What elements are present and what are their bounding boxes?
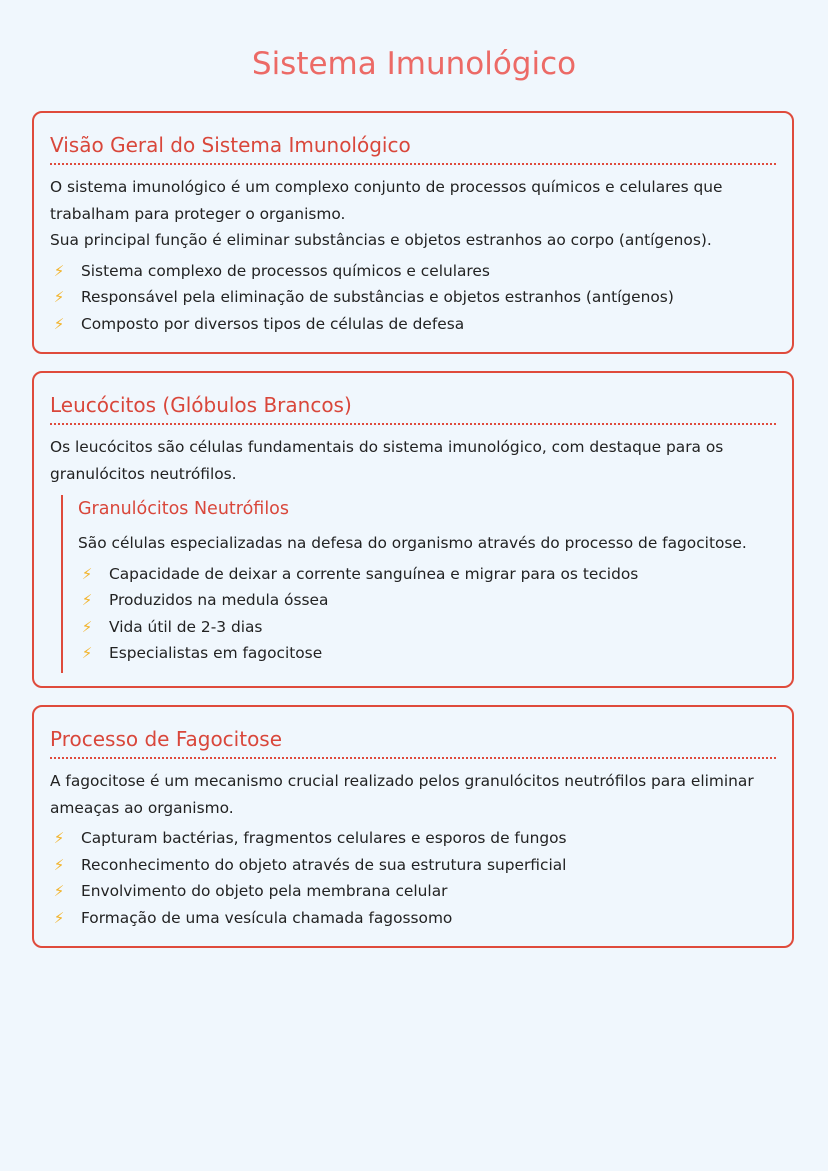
paragraph: A fagocitose é um mecanismo crucial realizado pelos granulócitos neutrófilos para eliminar ameaças ao organismo. bbox=[50, 772, 754, 817]
lightning-bolt-icon: ⚡ bbox=[53, 855, 65, 874]
list-item-text: Capturam bactérias, fragmentos celulares e esporos de fungos bbox=[81, 829, 567, 847]
lightning-bolt-icon: ⚡ bbox=[53, 908, 65, 927]
subsection-description bbox=[78, 530, 776, 557]
section-description bbox=[50, 434, 776, 487]
lightning-bolt-icon: ⚡ bbox=[53, 261, 65, 280]
list-item-text: Produzidos na medula óssea bbox=[109, 591, 329, 609]
list-item-text: Reconhecimento do objeto através de sua estrutura superficial bbox=[81, 855, 567, 874]
bullet-list bbox=[50, 258, 776, 338]
lightning-bolt-icon: ⚡ bbox=[81, 564, 93, 583]
bullet-list bbox=[50, 825, 776, 931]
list-item bbox=[50, 258, 776, 285]
list-item-text: Capacidade de deixar a corrente sanguínea e migrar para os tecidos bbox=[109, 564, 639, 583]
section-card-phagocytosis bbox=[32, 705, 794, 948]
list-item bbox=[50, 905, 776, 932]
list-item-text: Sistema complexo de processos químicos e celulares bbox=[81, 261, 490, 280]
list-item-text: Composto por diversos tipos de células de defesa bbox=[81, 314, 465, 333]
lightning-bolt-icon: ⚡ bbox=[53, 288, 65, 306]
list-item-text: Especialistas em fagocitose bbox=[109, 644, 323, 662]
paragraph: Os leucócitos são células fundamentais do sistema imunológico, com destaque para os granulócitos neutrófilos. bbox=[50, 438, 724, 483]
lightning-bolt-icon: ⚡ bbox=[53, 882, 65, 900]
section-card-overview bbox=[32, 111, 794, 354]
list-item-text: Formação de uma vesícula chamada fagossomo bbox=[81, 908, 453, 927]
section-card-leukocytes bbox=[32, 371, 794, 688]
lightning-bolt-icon: ⚡ bbox=[81, 644, 93, 662]
lightning-bolt-icon: ⚡ bbox=[81, 591, 93, 609]
list-item bbox=[78, 640, 776, 667]
lightning-bolt-icon: ⚡ bbox=[53, 829, 65, 847]
list-item bbox=[78, 587, 776, 614]
lightning-bolt-icon: ⚡ bbox=[81, 617, 93, 636]
paragraph: O sistema imunológico é um complexo conjunto de processos químicos e celulares que trabalham para proteger o organismo. bbox=[50, 178, 723, 223]
list-item bbox=[50, 311, 776, 338]
list-item bbox=[50, 878, 776, 905]
section-description bbox=[50, 768, 776, 821]
list-item-text: Envolvimento do objeto pela membrana celular bbox=[81, 882, 448, 900]
bullet-list bbox=[78, 561, 776, 667]
page-title: Sistema Imunológico bbox=[251, 46, 577, 82]
list-item-text: Vida útil de 2-3 dias bbox=[109, 617, 263, 636]
subsection-title: Granulócitos Neutrófilos bbox=[78, 499, 289, 519]
list-item-text: Responsável pela eliminação de substâncias e objetos estranhos (antígenos) bbox=[81, 288, 674, 306]
section-title: Processo de Fagocitose bbox=[50, 707, 776, 759]
list-item bbox=[78, 561, 776, 588]
section-title: Visão Geral do Sistema Imunológico bbox=[50, 113, 776, 165]
list-item bbox=[50, 852, 776, 879]
section-title: Leucócitos (Glóbulos Brancos) bbox=[50, 373, 776, 425]
paragraph: Sua principal função é eliminar substâncias e objetos estranhos ao corpo (antígenos). bbox=[50, 231, 712, 249]
list-item bbox=[78, 614, 776, 641]
list-item bbox=[50, 284, 776, 311]
list-item bbox=[50, 825, 776, 852]
lightning-bolt-icon: ⚡ bbox=[53, 314, 65, 333]
subsection-neutrophils bbox=[61, 495, 776, 673]
paragraph: São células especializadas na defesa do organismo através do processo de fagocitose. bbox=[78, 534, 747, 552]
section-description bbox=[50, 174, 776, 254]
